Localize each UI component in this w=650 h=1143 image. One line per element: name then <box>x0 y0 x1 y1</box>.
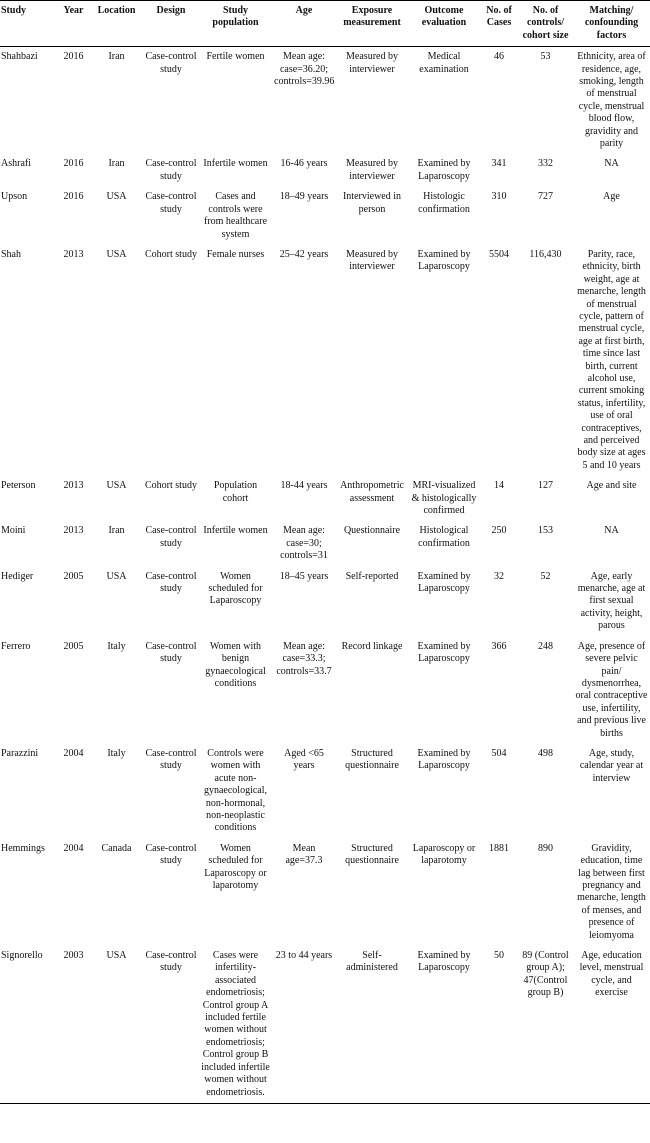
table-cell: Italy <box>107 640 126 652</box>
table-cell: 153 <box>538 525 553 537</box>
table-row <box>0 521 650 566</box>
column-header: Age <box>272 1 336 47</box>
table-cell: 32 <box>494 570 504 582</box>
table-cell: Examined by Laparoscopy <box>408 946 480 1103</box>
table-cell: Case-control study <box>145 158 197 182</box>
table-cell: Measured by interviewer <box>346 248 398 273</box>
table-cell: 25–42 years <box>279 248 329 260</box>
table-cell: Age, early menarche, age at first sexual activity, height, parous <box>577 570 646 632</box>
table-cell: Medical examination <box>419 51 469 75</box>
table-cell: 50 <box>480 946 518 1103</box>
table-cell: 23 to 44 years <box>272 946 336 1103</box>
table-cell: Ethnicity, area of residence, age, smoking, length of menstrual cycle, menstrual blood flow, gravidity and parity <box>577 51 646 150</box>
column-header: Outcome evaluation <box>408 1 480 47</box>
table-cell: Case-control study <box>145 51 197 75</box>
table-cell: Case-control study <box>145 570 197 595</box>
table-cell: Record linkage <box>341 640 403 652</box>
column-header: Study population <box>199 1 272 47</box>
table-cell: Parazzini <box>1 747 39 759</box>
table-cell: Structured questionnaire <box>345 842 399 867</box>
table-cell: 504 <box>491 747 507 759</box>
table-cell: Questionnaire <box>343 525 401 537</box>
table-cell: Fertile women <box>206 51 265 63</box>
table-cell: 250 <box>491 525 507 537</box>
table-row <box>0 744 650 839</box>
table-cell: USA <box>106 248 127 260</box>
table-cell: Women scheduled for Laparoscopy <box>208 570 263 607</box>
table-cell: 2005 <box>63 570 84 582</box>
table-cell: 1881 <box>489 842 509 854</box>
table-cell: USA <box>106 480 127 492</box>
table-cell: Gravidity, education, time lag between first pregnancy and menarche, length of menses, and presence of leiomyoma <box>577 842 646 941</box>
table-cell: 498 <box>538 747 553 759</box>
column-header: Year <box>57 1 90 47</box>
table-cell: 116,430 <box>529 248 562 260</box>
table-cell: Controls were women with acute non-gynaecological, non-hormonal, non-neoplastic conditions <box>203 747 268 834</box>
table-cell: Mean age=37.3 <box>285 842 323 867</box>
table-cell: 52 <box>540 570 551 582</box>
table-cell: 890 <box>538 842 553 854</box>
table-cell: Mean age: case=33.3; controls=33.7 <box>276 640 332 677</box>
table-cell: Self-reported <box>345 570 399 582</box>
table-cell: Age <box>603 191 620 203</box>
table-row <box>0 187 650 245</box>
table-cell: Ashrafi <box>1 158 31 170</box>
table-cell: Mean age: case=36.20; controls=39.96 <box>274 51 335 88</box>
column-header: Matching/ confounding factors <box>573 1 650 47</box>
table-cell: Iran <box>108 51 125 63</box>
table-cell: Signorello <box>0 946 57 1103</box>
table-cell: 2013 <box>63 480 84 492</box>
table-cell: Female nurses <box>206 248 265 260</box>
table-cell: Parity, race, ethnicity, birth weight, age at menarche, length of menstrual cycle, pattern of menstrual cycle, age at first birth, time since last birth, current alcohol use, current smoking status, infertility, use of oral contraceptives, and perceived body size at ages 5 and 10 years <box>577 248 646 471</box>
table-cell: 2016 <box>63 158 84 170</box>
table-cell: Iran <box>108 158 125 170</box>
table-cell: Peterson <box>1 480 36 492</box>
table-cell: Aged <65 years <box>284 747 324 772</box>
table-cell: Case-control study <box>145 842 197 867</box>
table-cell: Case-control study <box>145 191 197 215</box>
column-header: No. of Cases <box>480 1 518 47</box>
table-cell: 18–45 years <box>279 570 329 582</box>
table-cell: 18-44 years <box>280 480 328 492</box>
table-cell: 2016 <box>63 51 84 63</box>
table-cell: Cohort study <box>145 248 197 260</box>
column-header: Location <box>90 1 143 47</box>
header-row <box>0 1 650 47</box>
table-cell: 14 <box>494 480 504 492</box>
table-cell: Hemmings <box>1 842 45 854</box>
table-cell: Examined by Laparoscopy <box>417 158 471 182</box>
table-cell: Women with benign gynaecological conditions <box>205 640 266 689</box>
table-cell: Moini <box>1 525 26 537</box>
table-cell: 46 <box>494 51 504 63</box>
table-cell: 341 <box>491 158 507 170</box>
table-cell: Cohort study <box>145 480 197 492</box>
table-cell: 5504 <box>489 248 509 260</box>
table-cell: 248 <box>538 640 553 652</box>
column-header: Design <box>143 1 199 47</box>
table-cell: Canada <box>101 842 132 854</box>
table-cell: Measured by interviewer <box>346 51 398 75</box>
table-cell: 727 <box>538 191 553 203</box>
column-header: Study <box>0 1 57 47</box>
table-cell: 366 <box>491 640 507 652</box>
table-cell: Age and site <box>586 480 637 492</box>
table-cell: 127 <box>538 480 553 492</box>
table-cell: Laparoscopy or laparotomy <box>412 842 476 867</box>
table-row <box>0 637 650 744</box>
table-cell: 2013 <box>63 248 84 260</box>
table-row <box>0 245 650 476</box>
table-cell: Women scheduled for Laparoscopy or laparotomy <box>204 842 267 891</box>
table-cell: Structured questionnaire <box>345 747 399 772</box>
table-cell: Histologic confirmation <box>418 191 470 215</box>
table-cell: 18–49 years <box>279 191 329 203</box>
table-row <box>0 946 650 1103</box>
table-cell: 2013 <box>63 525 84 537</box>
table-cell: 2016 <box>63 191 84 203</box>
table-cell: USA <box>106 570 127 582</box>
table-cell: Infertile women <box>203 525 268 537</box>
table-cell: Italy <box>107 747 126 759</box>
table-cell: Examined by Laparoscopy <box>417 747 471 772</box>
table-cell: Examined by Laparoscopy <box>417 640 471 665</box>
table-cell: Age, presence of severe pelvic pain/ dysmenorrhea, oral contraceptive use, infertility, and previous live births <box>575 640 648 739</box>
table-cell: Iran <box>108 525 125 537</box>
table-cell: Histological confirmation <box>418 525 470 549</box>
table-cell: Population cohort <box>213 480 258 504</box>
table-row <box>0 839 650 946</box>
table-cell: 2005 <box>63 640 84 652</box>
table-cell: Case-control study <box>145 640 197 665</box>
table-cell: 16-46 years <box>280 158 328 170</box>
table-cell: Anthropometric assessment <box>340 480 404 504</box>
table-cell: NA <box>604 525 619 537</box>
table-cell: Age, education level, menstrual cycle, and exercise <box>573 946 650 1103</box>
table-cell: Examined by Laparoscopy <box>417 570 471 595</box>
table-cell: 53 <box>540 51 551 63</box>
table-cell: 310 <box>491 191 507 203</box>
table-cell: Self-administered <box>336 946 408 1103</box>
table-row <box>0 47 650 155</box>
table-cell: 2003 <box>57 946 90 1103</box>
table-row <box>0 476 650 521</box>
table-cell: 332 <box>538 158 553 170</box>
table-cell: Cases were infertility-associated endometriosis; Control group A included fertile women without endometriosis; Control group B included infertile women without endometriosis. <box>199 946 272 1103</box>
table-cell: Upson <box>1 191 28 203</box>
table-cell: Examined by Laparoscopy <box>417 248 471 273</box>
column-header: Exposure measurement <box>336 1 408 47</box>
table-cell: USA <box>90 946 143 1103</box>
table-cell: Shah <box>1 248 21 260</box>
table-row <box>0 567 650 637</box>
table-cell: Shahbazi <box>1 51 38 63</box>
table-cell: MRI-visualized & histologically confirmed <box>411 480 477 517</box>
table-cell: Infertile women <box>203 158 268 170</box>
table-cell: Case-control study <box>143 946 199 1103</box>
table-cell: 2004 <box>63 747 84 759</box>
table-cell: Mean age: case=30; controls=31 <box>280 525 328 562</box>
table-cell: Case-control study <box>145 747 197 772</box>
table-cell: Age, study, calendar year at interview <box>579 747 644 784</box>
table-cell: Cases and controls were from healthcare system <box>203 191 268 240</box>
table-cell: USA <box>106 191 127 203</box>
table-cell: Interviewed in person <box>342 191 402 215</box>
table-cell: Measured by interviewer <box>346 158 398 182</box>
table-row <box>0 154 650 187</box>
table-cell: 89 (Control group A); 47(Control group B) <box>518 946 573 1103</box>
column-header: No. of controls/ cohort size <box>518 1 573 47</box>
table-cell: Ferrero <box>1 640 31 652</box>
table-cell: Hediger <box>1 570 34 582</box>
table-cell: 2004 <box>63 842 84 854</box>
table-cell: NA <box>604 158 619 170</box>
table-cell: Case-control study <box>145 525 197 549</box>
